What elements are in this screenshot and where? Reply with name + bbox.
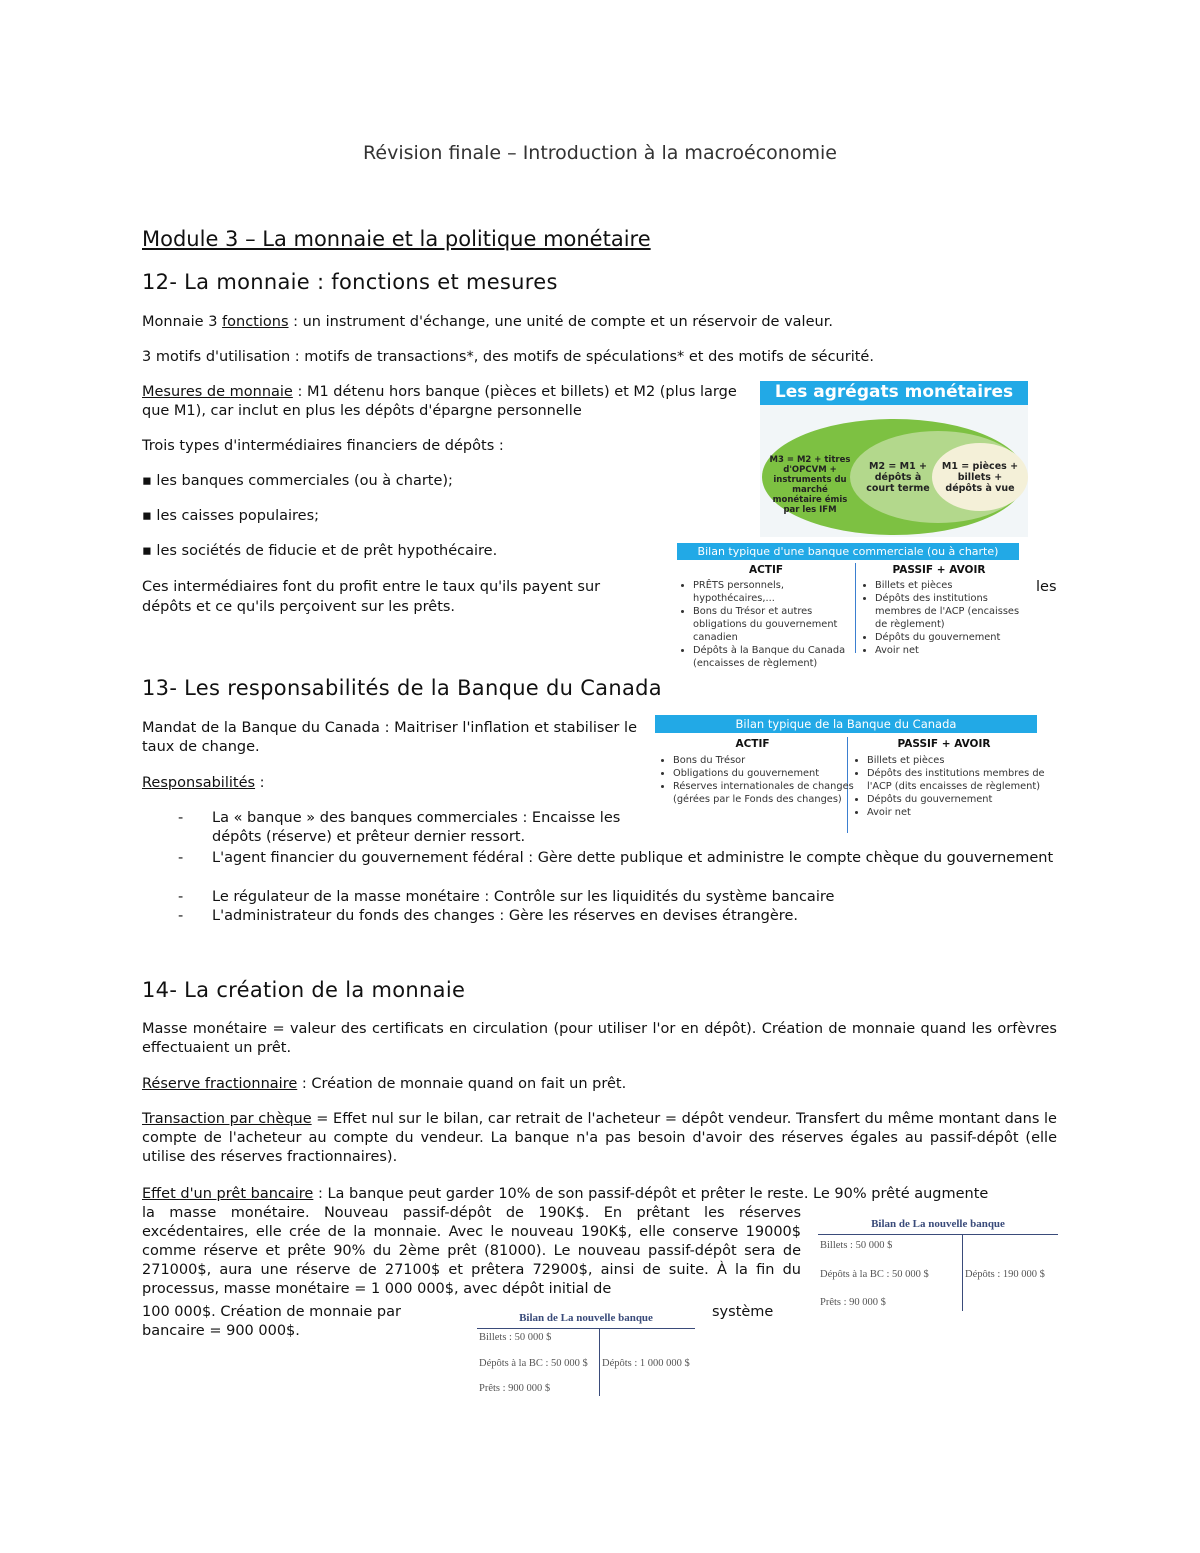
dash: - bbox=[178, 810, 184, 826]
section-13-heading: 13- Les responsabilités de la Banque du Canada bbox=[142, 676, 662, 700]
paragraph-transaction-cheque bbox=[142, 1110, 1057, 1167]
text: : bbox=[255, 775, 265, 791]
bilan-banque-figure bbox=[677, 543, 1020, 669]
document-title: Révision finale – Introduction à la macroéconomie bbox=[363, 142, 837, 164]
bilan-nouvelle-banque-figure-2 bbox=[477, 1310, 695, 1396]
text: : un instrument d'échange, une unité de compte et un réservoir de valeur. bbox=[288, 314, 833, 330]
paragraph-effet-pret-last-b: système bbox=[712, 1304, 774, 1320]
paragraph-effet-pret-last-a: 100 000$. Création de monnaie par bbox=[142, 1304, 401, 1320]
bilan-depots-bc: Dépôts à la BC : 50 000 $ bbox=[820, 1269, 929, 1280]
text: : La banque peut garder 10% de son passif-dépôt et prêter le reste. Le 90% prêté augmente bbox=[313, 1186, 989, 1202]
text: Monnaie 3 bbox=[142, 314, 223, 330]
list-item: • Dépôts des institutions membres de l'ACP (encaisses de règlement) bbox=[875, 592, 1033, 631]
underlined-term: Effet d'un prêt bancaire bbox=[142, 1186, 314, 1202]
dash: - bbox=[178, 889, 184, 905]
bilan-bdc-banner: Bilan typique de la Banque du Canada bbox=[655, 715, 1037, 733]
bilan-prets: Prêts : 90 000 $ bbox=[820, 1297, 886, 1308]
underlined-term: Réserve fractionnaire bbox=[142, 1076, 298, 1092]
passif-list bbox=[861, 579, 1033, 653]
actif-list bbox=[679, 579, 865, 670]
list-item: • Bons du Trésor et autres obligations du gouvernement canadien bbox=[693, 605, 865, 644]
underlined-term: Mesures de monnaie bbox=[142, 384, 293, 400]
agregats-banner: Les agrégats monétaires bbox=[760, 381, 1028, 405]
bilan-depots: Dépôts : 1 000 000 $ bbox=[602, 1358, 690, 1369]
m2-label: M2 = M1 + dépôts à court terme bbox=[866, 461, 930, 494]
responsabilite-banque: La « banque » des banques commerciales : Encaisse les dépôts (réserve) et prêteur dernier ressort. bbox=[212, 810, 621, 845]
list-item: • Réserves internationales de changes (gérées par le Fonds des changes) bbox=[673, 780, 855, 806]
paragraph-effet-pret-body: la masse monétaire. Nouveau passif-dépôt de 190K$. En prêtant les réserves excédentaires, elle crée de la monnaie. Avec le nouveau 190K$, elle conserve 19000$ comme réserve et prête 90% du 2ème prêt (81000). Le nouveau passif-dépôt sera de 271000$, aura une réserve de 27100$ et prêtera 72900$, ainsi de suite. À la fin du processus, masse monétaire = 1 000 000$, avec dépôt initial de bbox=[142, 1205, 801, 1297]
paragraph-profit-line2: dépôts et ce qu'ils perçoivent sur les prêts. bbox=[142, 599, 456, 615]
paragraph-profit-line1: Ces intermédiaires font du profit entre le taux qu'ils payent sur bbox=[142, 579, 601, 595]
list-item: • Bons du Trésor bbox=[673, 754, 855, 767]
passif-head: PASSIF + AVOIR bbox=[892, 564, 986, 576]
paragraph-fonctions bbox=[142, 313, 1057, 332]
actif-head: ACTIF bbox=[735, 738, 770, 750]
text: : Création de monnaie quand on fait un prêt. bbox=[297, 1076, 627, 1092]
bilan-depots-bc: Dépôts à la BC : 50 000 $ bbox=[479, 1358, 588, 1369]
bilan-prets: Prêts : 900 000 $ bbox=[479, 1383, 551, 1394]
bilan-title: Bilan de La nouvelle banque bbox=[871, 1218, 1005, 1230]
bilan-hline bbox=[477, 1328, 695, 1329]
bilan-nouvelle-banque-figure-1 bbox=[818, 1216, 1058, 1312]
paragraph-profit-les: les bbox=[1036, 579, 1057, 595]
paragraph-effet-pret-line1 bbox=[142, 1185, 1057, 1204]
bilan-hline bbox=[818, 1234, 1058, 1235]
bilan-title: Bilan de La nouvelle banque bbox=[519, 1312, 653, 1324]
responsabilite-agent: L'agent financier du gouvernement fédéral : Gère dette publique et administre le compte chèque du gouvernement bbox=[212, 850, 1054, 866]
responsabilite-administrateur: L'administrateur du fonds des changes : Gère les réserves en devises étrangère. bbox=[212, 908, 798, 924]
text: = Effet nul sur le bilan, car retrait de l'acheteur = dépôt vendeur. Transfert du même montant dans le compte de l'acheteur au compte du vendeur. La banque n'a pas besoin d'avoir des réserves égales au passif-dépôt (elle utilise des réserves fractionnaires). bbox=[142, 1111, 1057, 1165]
actif-list bbox=[659, 754, 855, 806]
m3-label: M3 = M2 + titres d'OPCVM + instruments du marché monétaire émis par les IFM bbox=[769, 455, 851, 515]
list-item: • Obligations du gouvernement bbox=[673, 767, 855, 780]
list-item: • Dépôts du gouvernement bbox=[875, 631, 1033, 644]
section-12-heading: 12- La monnaie : fonctions et mesures bbox=[142, 270, 558, 294]
agregats-figure bbox=[760, 381, 1028, 537]
underlined-term: Transaction par chèque bbox=[142, 1111, 312, 1127]
passif-head: PASSIF + AVOIR bbox=[897, 738, 991, 750]
underlined-term: fonctions bbox=[222, 314, 289, 330]
list-item: • Billets et pièces bbox=[867, 754, 1051, 767]
bilan-billets: Billets : 50 000 $ bbox=[479, 1332, 552, 1343]
paragraph-reserve-fractionnaire bbox=[142, 1075, 1057, 1094]
actif-head: ACTIF bbox=[748, 564, 784, 576]
responsabilite-regulateur: Le régulateur de la masse monétaire : Contrôle sur les liquidités du système bancaire bbox=[212, 889, 835, 905]
bilan-banque-banner: Bilan typique d'une banque commerciale (ou à charte) bbox=[677, 543, 1019, 560]
dash: - bbox=[178, 850, 184, 866]
passif-list bbox=[853, 754, 1051, 833]
bullet-banques: ▪ les banques commerciales (ou à charte); bbox=[142, 473, 453, 489]
module-heading: Module 3 – La monnaie et la politique monétaire bbox=[142, 227, 651, 251]
list-item: • Dépôts du gouvernement bbox=[867, 793, 1051, 806]
list-item: • Avoir net bbox=[867, 806, 1051, 819]
paragraph-masse-monetaire: Masse monétaire = valeur des certificats en circulation (pour utiliser l'or en dépôt). Création de monnaie quand les orfèvres effectuaient un prêt. bbox=[142, 1021, 1057, 1056]
list-item: • Dépôts à la Banque du Canada (encaisses de règlement) bbox=[693, 644, 865, 670]
list-item: • PRÊTS personnels, hypothécaires,... bbox=[693, 579, 865, 605]
paragraph-mesures bbox=[142, 383, 747, 421]
bullet-fiducie: ▪ les sociétés de fiducie et de prêt hypothécaire. bbox=[142, 543, 498, 559]
paragraph-intermediaires: Trois types d'intermédiaires financiers de dépôts : bbox=[142, 438, 504, 454]
paragraph-mandat: Mandat de la Banque du Canada : Maitriser l'inflation et stabiliser le taux de change. bbox=[142, 720, 637, 755]
section-14-heading: 14- La création de la monnaie bbox=[142, 978, 466, 1002]
bilan-depots: Dépôts : 190 000 $ bbox=[965, 1269, 1045, 1280]
bilan-bdc-figure bbox=[655, 715, 1045, 833]
m1-label: M1 = pièces + billets + dépôts à vue bbox=[941, 461, 1019, 494]
underlined-term: Responsabilités bbox=[142, 775, 256, 791]
bilan-billets: Billets : 50 000 $ bbox=[820, 1240, 893, 1251]
bilan-vline bbox=[599, 1329, 600, 1396]
paragraph-motifs: 3 motifs d'utilisation : motifs de transactions*, des motifs de spéculations* et des motifs de sécurité. bbox=[142, 349, 874, 365]
dash: - bbox=[178, 908, 184, 924]
bilan-vline bbox=[962, 1235, 963, 1311]
paragraph-effet-pret-last-c: bancaire = 900 000$. bbox=[142, 1323, 300, 1339]
paragraph-responsabilites bbox=[142, 774, 637, 793]
list-item: • Avoir net bbox=[875, 644, 1033, 653]
list-item: • Billets et pièces bbox=[875, 579, 1033, 592]
bullet-caisses: ▪ les caisses populaires; bbox=[142, 508, 320, 524]
list-item: • Dépôts des institutions membres de l'ACP (dits encaisses de règlement) bbox=[867, 767, 1051, 793]
text: : M1 détenu hors banque (pièces et billets) et M2 (plus large que M1), car inclut en plus les dépôts d'épargne personnelle bbox=[142, 384, 737, 419]
